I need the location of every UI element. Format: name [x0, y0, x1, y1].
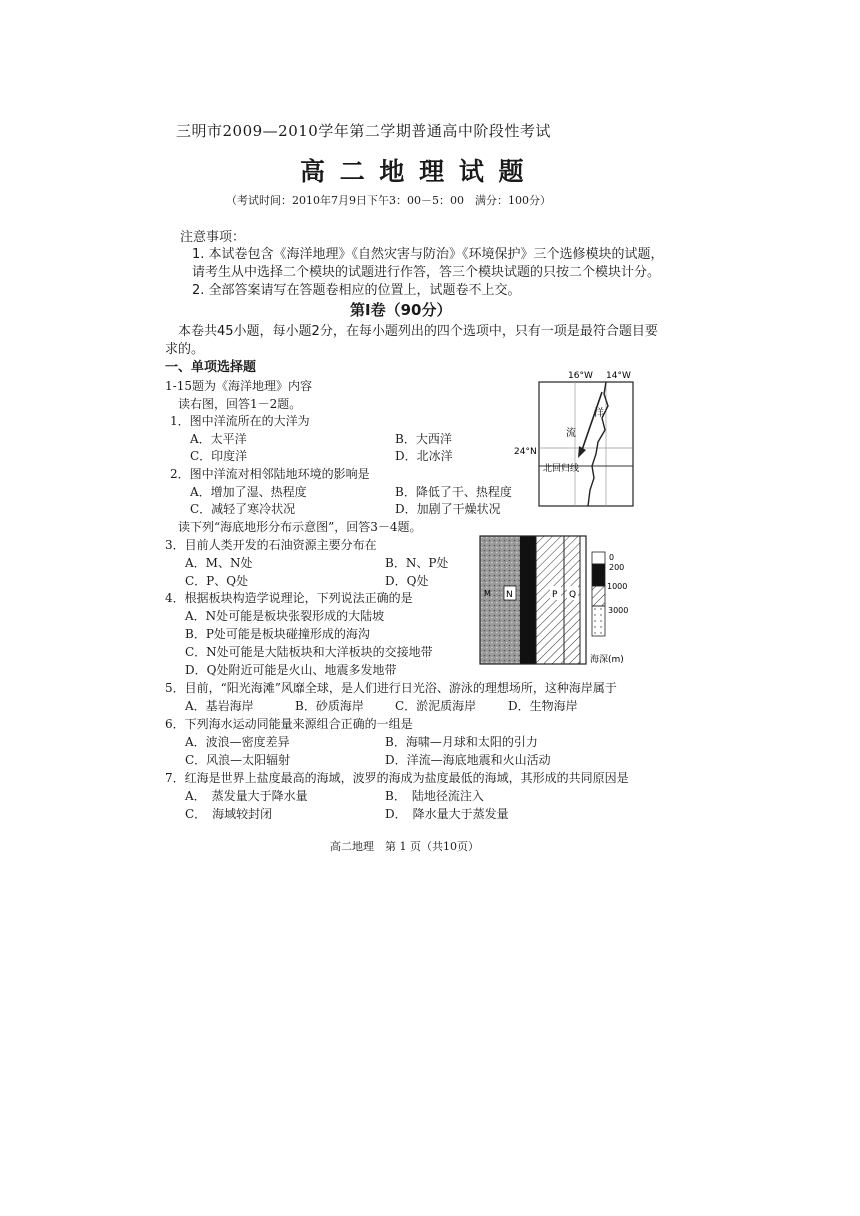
- zone-hatch-1: [536, 536, 546, 664]
- q3-option-b: B．N、P处: [385, 556, 449, 570]
- depth-0: 0: [609, 553, 615, 562]
- q2-stem: 2．图中洋流对相邻陆地环境的影响是: [170, 467, 370, 481]
- q7-option-a: A． 蒸发量大于降水量: [185, 789, 308, 803]
- notice-item-1b: 请考生从中选择二个模块的试题进行作答，答三个模块试题的只按二个模块计分。: [192, 265, 661, 280]
- coastline: [588, 382, 608, 506]
- q3-option-d: D．Q处: [385, 574, 429, 588]
- q1-stem: 1．图中洋流所在的大洋为: [170, 414, 310, 428]
- q7-option-d: D． 降水量大于蒸发量: [385, 807, 509, 821]
- read-note-2: 读下列“海底地形分布示意图”，回答3－4题。: [178, 520, 422, 534]
- legend-white: [592, 552, 605, 564]
- label-q: Q: [569, 590, 577, 600]
- legend-dots: [592, 606, 605, 636]
- depth-3000: 3000: [608, 606, 629, 615]
- section-heading: 一、单项选择题: [165, 360, 257, 375]
- depth-200: 200: [609, 563, 625, 572]
- label-m: M: [484, 589, 491, 598]
- notice-heading: 注意事项：: [180, 230, 246, 245]
- q6-option-c: C．风浪—太阳辐射: [185, 753, 291, 767]
- part1-intro-a: 本卷共45小题，每小题2分，在每小题列出的四个选项中，只有一项是最符合题目要: [178, 324, 658, 339]
- legend-hatch: [592, 586, 605, 606]
- depth-1000: 1000: [607, 582, 628, 591]
- q3-stem: 3．目前人类开发的石油资源主要分布在: [165, 538, 377, 552]
- tropic-label: 北回归线: [543, 464, 580, 474]
- q3-option-a: A．M、N处: [185, 556, 253, 570]
- part1-heading: 第Ⅰ卷（90分）: [350, 301, 452, 319]
- q5-option-a: A．基岩海岸: [185, 699, 254, 713]
- notice-item-2: 2. 全部答案请写在答题卷相应的位置上，试题卷不上交。: [192, 283, 521, 298]
- page-title: 高 二 地 理 试 题: [300, 157, 527, 186]
- ocean-current-map: [510, 366, 640, 512]
- exam-line: 三明市2009—2010学年第二学期普通高中阶段性考试: [176, 122, 551, 140]
- part1-intro-b: 求的。: [165, 342, 205, 357]
- lat-label: 24°N: [514, 447, 537, 457]
- zone-dark: [520, 536, 536, 664]
- exam-time-line: （考试时间：2010年7月9日下午3：00－5：00 满分：100分）: [226, 194, 551, 207]
- q5-option-d: D．生物海岸: [508, 699, 578, 713]
- q7-stem: 7．红海是世界上盐度最高的海域，波罗的海成为盐度最低的海域，其形成的共同原因是: [165, 771, 629, 785]
- q6-option-d: D．洋流—海底地震和火山活动: [385, 753, 551, 767]
- q4-option-b: B．P处可能是板块碰撞形成的海沟: [185, 627, 370, 641]
- q4-stem: 4．根据板块构造学说理论，下列说法正确的是: [165, 591, 413, 605]
- q6-stem: 6．下列海水运动同能量来源组合正确的一组是: [165, 717, 413, 731]
- q4-option-a: A．N处可能是板块张裂形成的大陆坡: [185, 609, 385, 623]
- notice-item-1a: 1. 本试卷包含《海洋地理》《自然灾害与防治》《环境保护》三个选修模块的试题，: [192, 247, 664, 262]
- q5-option-b: B．砂质海岸: [295, 699, 364, 713]
- q1-option-a: A．太平洋: [190, 432, 247, 446]
- q1-option-b: B．大西洋: [395, 432, 452, 446]
- lon1-label: 16°W: [568, 371, 593, 381]
- label-p: P: [552, 590, 558, 600]
- q2-option-c: C．减轻了寒冷状况: [190, 502, 296, 516]
- map1-frame: [539, 382, 633, 506]
- q2-option-a: A．增加了湿、热程度: [190, 485, 307, 499]
- legend-black: [592, 564, 605, 586]
- q4-option-d: D．Q处附近可能是火山、地震多发地带: [185, 663, 397, 677]
- q1-option-d: D．北冰洋: [395, 449, 453, 463]
- q6-option-b: B．海啸—月球和太阳的引力: [385, 735, 538, 749]
- current-label-1: 洋: [594, 408, 604, 419]
- seafloor-diagram: [478, 534, 646, 669]
- q5-stem: 5．目前，“阳光海滩”风靡全球，是人们进行日光浴、游泳的理想场所，这种海岸属于: [165, 681, 617, 695]
- q2-option-d: D．加剧了干燥状况: [395, 502, 501, 516]
- q2-option-b: B．降低了干、热程度: [395, 485, 512, 499]
- range-note: 1-15题为《海洋地理》内容: [165, 379, 312, 393]
- q6-option-a: A．波浪—密度差异: [185, 735, 290, 749]
- zone-m: [480, 536, 502, 664]
- label-n: N: [506, 590, 513, 600]
- q5-option-c: C．淤泥质海岸: [395, 699, 477, 713]
- depth-unit: 海深(m): [590, 655, 624, 665]
- read-note-1: 读右图，回答1－2题。: [178, 397, 302, 411]
- zone-right: [580, 536, 586, 664]
- q7-option-c: C． 海域较封闭: [185, 807, 273, 821]
- current-label-2: 流: [566, 428, 576, 439]
- q1-option-c: C．印度洋: [190, 449, 248, 463]
- lon2-label: 14°W: [606, 371, 631, 381]
- page-footer: 高二地理 第 1 页（共10页）: [330, 840, 479, 853]
- q4-option-c: C．N处可能是大陆板块和大洋板块的交接地带: [185, 645, 433, 659]
- q7-option-b: B． 陆地径流注入: [385, 789, 484, 803]
- q3-option-c: C．P、Q处: [185, 574, 249, 588]
